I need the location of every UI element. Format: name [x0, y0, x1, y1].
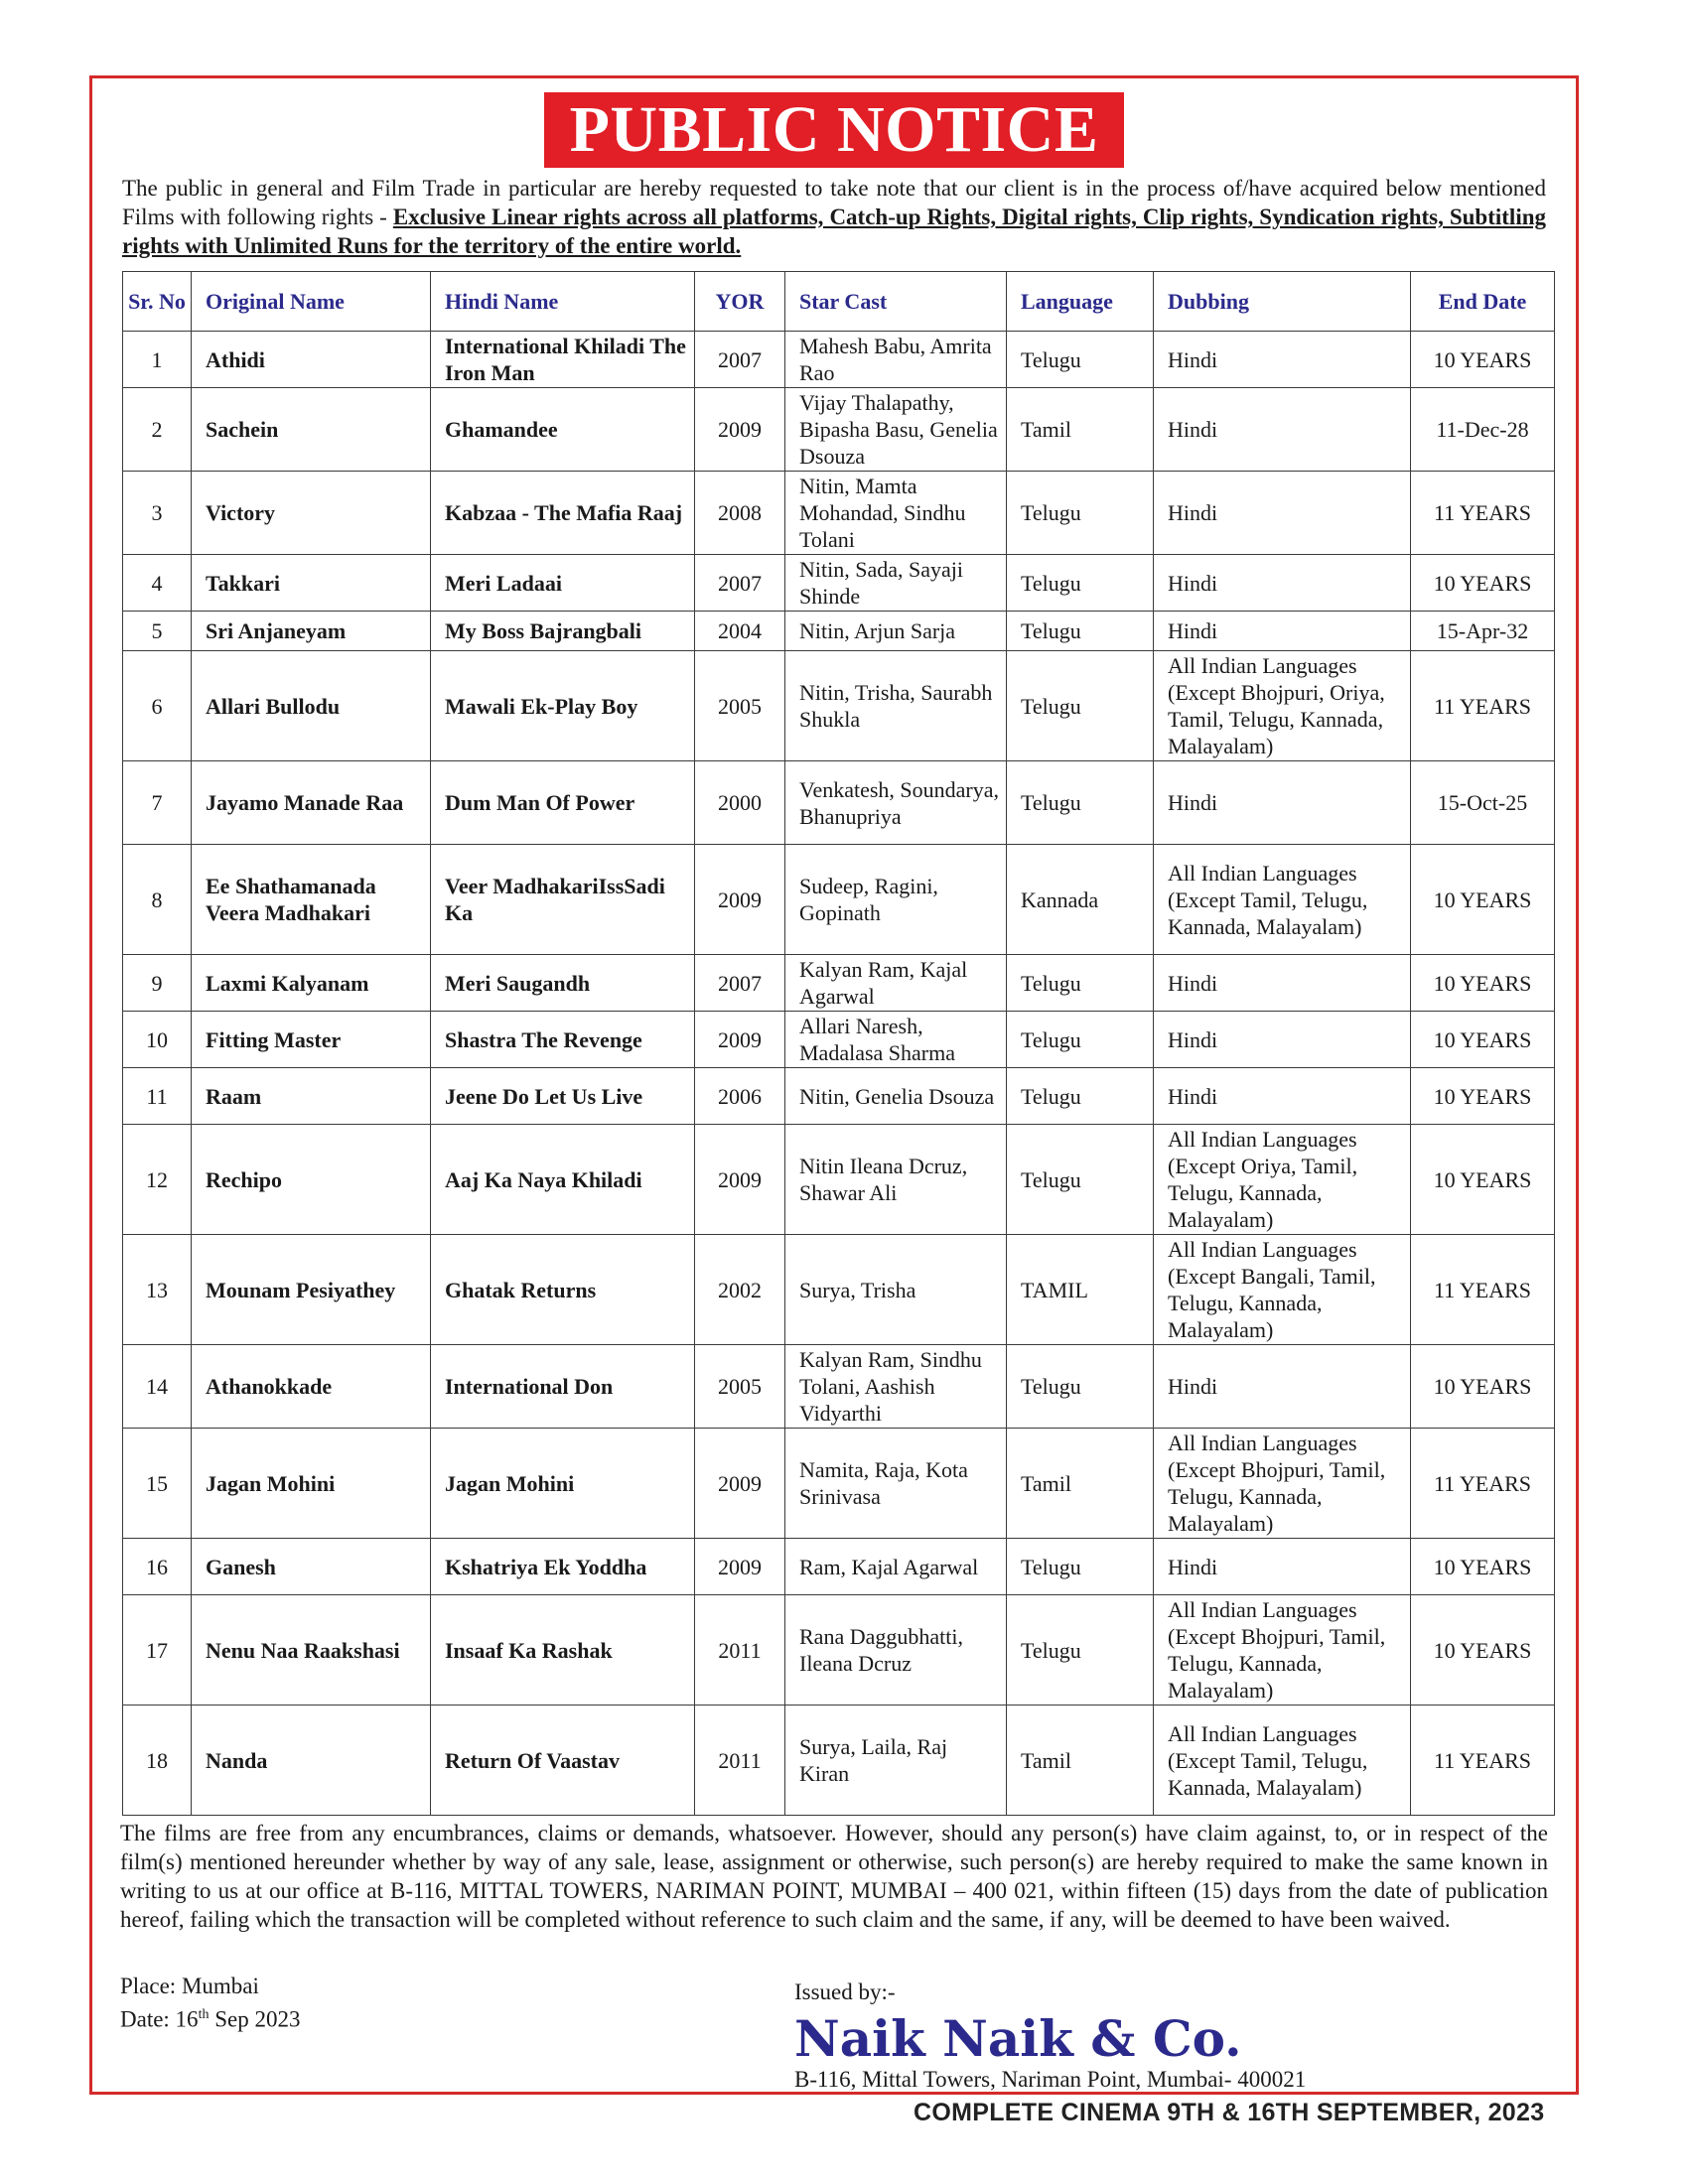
publication-footer: COMPLETE CINEMA 9TH & 16TH SEPTEMBER, 2023: [914, 2099, 1545, 2126]
cell-end-date: 11 YEARS: [1411, 1429, 1555, 1539]
table-row: [123, 955, 1555, 1012]
cell-hindi-name: Kshatriya Ek Yoddha: [431, 1539, 695, 1595]
header-sr-no: Sr. No: [123, 272, 192, 332]
table-row: [123, 1125, 1555, 1235]
cell-language: Telugu: [1007, 1125, 1154, 1235]
cell-star-cast: Vijay Thalapathy, Bipasha Basu, Genelia Dsouza: [785, 388, 1007, 472]
cell-dubbing: Hindi: [1154, 612, 1411, 651]
header-yor: YOR: [695, 272, 785, 332]
cell-original-name: Sri Anjaneyam: [192, 612, 431, 651]
place-text: Place: Mumbai: [120, 1974, 259, 1998]
table-row: [123, 1345, 1555, 1429]
cell-language: Tamil: [1007, 1429, 1154, 1539]
cell-star-cast: Surya, Trisha: [785, 1235, 1007, 1345]
date-text: [120, 2000, 300, 2034]
cell-hindi-name: Meri Ladaai: [431, 555, 695, 612]
cell-star-cast: Venkatesh, Soundarya, Bhanupriya: [785, 761, 1007, 845]
cell-sr: 1: [123, 332, 192, 388]
header-end-date: End Date: [1411, 272, 1555, 332]
cell-end-date: 10 YEARS: [1411, 1012, 1555, 1068]
cell-language: Kannada: [1007, 845, 1154, 955]
notice-frame: [89, 75, 1579, 2095]
cell-sr: 17: [123, 1595, 192, 1706]
cell-original-name: Mounam Pesiyathey: [192, 1235, 431, 1345]
cell-dubbing: Hindi: [1154, 388, 1411, 472]
cell-original-name: Takkari: [192, 555, 431, 612]
cell-original-name: Nenu Naa Raakshasi: [192, 1595, 431, 1706]
table-row: [123, 388, 1555, 472]
cell-language: Telugu: [1007, 1539, 1154, 1595]
notice-title: PUBLIC NOTICE: [544, 92, 1125, 168]
cell-end-date: 10 YEARS: [1411, 1125, 1555, 1235]
cell-star-cast: Nitin, Genelia Dsouza: [785, 1068, 1007, 1125]
cell-hindi-name: Aaj Ka Naya Khiladi: [431, 1125, 695, 1235]
cell-language: Telugu: [1007, 761, 1154, 845]
firm-address: B-116, Mittal Towers, Nariman Point, Mumbai- 400021: [794, 2067, 1307, 2092]
cell-original-name: Laxmi Kalyanam: [192, 955, 431, 1012]
cell-dubbing: All Indian Languages (Except Oriya, Tamil, Telugu, Kannada, Malayalam): [1154, 1125, 1411, 1235]
cell-language: Telugu: [1007, 612, 1154, 651]
cell-sr: 8: [123, 845, 192, 955]
cell-dubbing: Hindi: [1154, 1012, 1411, 1068]
cell-dubbing: All Indian Languages (Except Bhojpuri, Tamil, Telugu, Kannada, Malayalam): [1154, 1429, 1411, 1539]
cell-end-date: 11 YEARS: [1411, 651, 1555, 761]
cell-original-name: Nanda: [192, 1706, 431, 1816]
table-row: [123, 332, 1555, 388]
cell-hindi-name: Insaaf Ka Rashak: [431, 1595, 695, 1706]
cell-star-cast: Rana Daggubhatti, Ileana Dcruz: [785, 1595, 1007, 1706]
cell-hindi-name: My Boss Bajrangbali: [431, 612, 695, 651]
cell-dubbing: Hindi: [1154, 1345, 1411, 1429]
cell-yor: 2005: [695, 1345, 785, 1429]
cell-end-date: 10 YEARS: [1411, 555, 1555, 612]
cell-language: Telugu: [1007, 1012, 1154, 1068]
cell-star-cast: Kalyan Ram, Sindhu Tolani, Aashish Vidyarthi: [785, 1345, 1007, 1429]
header-language: Language: [1007, 272, 1154, 332]
cell-end-date: 11 YEARS: [1411, 472, 1555, 555]
cell-dubbing: Hindi: [1154, 761, 1411, 845]
cell-hindi-name: Meri Saugandh: [431, 955, 695, 1012]
cell-hindi-name: Kabzaa - The Mafia Raaj: [431, 472, 695, 555]
cell-yor: 2009: [695, 845, 785, 955]
cell-end-date: 10 YEARS: [1411, 845, 1555, 955]
cell-end-date: 10 YEARS: [1411, 1539, 1555, 1595]
closing-paragraph: The films are free from any encumbrances, claims or demands, whatsoever. However, should any person(s) have claim against, to, or in respect of the film(s) mentioned hereunder whether by way of any sale, lease, assignment or otherwise, such person(s) are hereby required to make the same known in writing to us at our office at B-116, MITTAL TOWERS, NARIMAN POINT, MUMBAI – 400 021, within fifteen (15) days from the date of publication hereof, failing which the transaction will be completed without reference to such claim and the same, if any, will be deemed to have been waived.: [120, 1821, 1548, 1932]
cell-hindi-name: Ghamandee: [431, 388, 695, 472]
cell-sr: 5: [123, 612, 192, 651]
cell-end-date: 10 YEARS: [1411, 1345, 1555, 1429]
issued-by-label: Issued by:-: [794, 1979, 896, 2004]
cell-end-date: 11 YEARS: [1411, 1706, 1555, 1816]
cell-sr: 13: [123, 1235, 192, 1345]
cell-original-name: Victory: [192, 472, 431, 555]
cell-dubbing: All Indian Languages (Except Bangali, Tamil, Telugu, Kannada, Malayalam): [1154, 1235, 1411, 1345]
cell-original-name: Rechipo: [192, 1125, 431, 1235]
table-row: [123, 651, 1555, 761]
cell-hindi-name: Dum Man Of Power: [431, 761, 695, 845]
cell-hindi-name: Jeene Do Let Us Live: [431, 1068, 695, 1125]
table-row: [123, 1595, 1555, 1706]
cell-end-date: 10 YEARS: [1411, 1068, 1555, 1125]
cell-language: TAMIL: [1007, 1235, 1154, 1345]
cell-hindi-name: International Khiladi The Iron Man: [431, 332, 695, 388]
cell-yor: 2011: [695, 1706, 785, 1816]
cell-dubbing: Hindi: [1154, 472, 1411, 555]
cell-yor: 2009: [695, 1125, 785, 1235]
cell-yor: 2002: [695, 1235, 785, 1345]
cell-original-name: Ee Shathamanada Veera Madhakari: [192, 845, 431, 955]
cell-hindi-name: Veer MadhakariIssSadi Ka: [431, 845, 695, 955]
cell-language: Telugu: [1007, 555, 1154, 612]
cell-language: Telugu: [1007, 1595, 1154, 1706]
cell-end-date: 10 YEARS: [1411, 1595, 1555, 1706]
cell-sr: 4: [123, 555, 192, 612]
cell-yor: 2009: [695, 1429, 785, 1539]
firm-name: Naik Naik & Co.: [794, 2009, 1242, 2068]
cell-language: Telugu: [1007, 472, 1154, 555]
date-rest: Sep 2023: [209, 2006, 301, 2032]
cell-yor: 2007: [695, 332, 785, 388]
header-hindi-name: Hindi Name: [431, 272, 695, 332]
cell-star-cast: Nitin, Sada, Sayaji Shinde: [785, 555, 1007, 612]
cell-dubbing: All Indian Languages (Except Tamil, Telugu, Kannada, Malayalam): [1154, 845, 1411, 955]
date-prefix: Date: 16: [120, 2006, 199, 2032]
cell-yor: 2005: [695, 651, 785, 761]
table-row: [123, 1429, 1555, 1539]
cell-yor: 2009: [695, 1539, 785, 1595]
cell-dubbing: Hindi: [1154, 332, 1411, 388]
cell-dubbing: Hindi: [1154, 1539, 1411, 1595]
cell-end-date: 10 YEARS: [1411, 332, 1555, 388]
cell-sr: 18: [123, 1706, 192, 1816]
table-row: [123, 555, 1555, 612]
table-row: [123, 1068, 1555, 1125]
cell-yor: 2009: [695, 388, 785, 472]
header-original-name: Original Name: [192, 272, 431, 332]
cell-sr: 7: [123, 761, 192, 845]
table-row: [123, 1539, 1555, 1595]
place-date-block: [120, 1972, 300, 2034]
cell-end-date: 15-Apr-32: [1411, 612, 1555, 651]
cell-yor: 2004: [695, 612, 785, 651]
cell-sr: 16: [123, 1539, 192, 1595]
cell-end-date: 10 YEARS: [1411, 955, 1555, 1012]
cell-star-cast: Namita, Raja, Kota Srinivasa: [785, 1429, 1007, 1539]
header-star-cast: Star Cast: [785, 272, 1007, 332]
cell-hindi-name: Ghatak Returns: [431, 1235, 695, 1345]
films-table: [122, 271, 1555, 1816]
cell-star-cast: Ram, Kajal Agarwal: [785, 1539, 1007, 1595]
cell-star-cast: Nitin, Mamta Mohandad, Sindhu Tolani: [785, 472, 1007, 555]
cell-hindi-name: Shastra The Revenge: [431, 1012, 695, 1068]
cell-sr: 9: [123, 955, 192, 1012]
date-suffix-sup: th: [198, 2007, 210, 2022]
cell-hindi-name: Mawali Ek-Play Boy: [431, 651, 695, 761]
intro-text: The public in general and Film Trade in particular are hereby requested to take note that our client is in the process of/have acquired below mentioned Films with following rights -: [122, 176, 1546, 229]
cell-original-name: Raam: [192, 1068, 431, 1125]
cell-original-name: Jayamo Manade Raa: [192, 761, 431, 845]
cell-sr: 15: [123, 1429, 192, 1539]
cell-star-cast: Mahesh Babu, Amrita Rao: [785, 332, 1007, 388]
cell-end-date: 11-Dec-28: [1411, 388, 1555, 472]
cell-star-cast: Sudeep, Ragini, Gopinath: [785, 845, 1007, 955]
cell-star-cast: Surya, Laila, Raj Kiran: [785, 1706, 1007, 1816]
table-row: [123, 761, 1555, 845]
cell-language: Telugu: [1007, 332, 1154, 388]
rights-text: Exclusive Linear rights across all platforms, Catch-up Rights, Digital rights, Clip rights, Syndication rights, Subtitling rights with Unlimited Runs for the territory of the entire world.: [122, 205, 1547, 258]
cell-dubbing: Hindi: [1154, 1068, 1411, 1125]
table-row: [123, 1706, 1555, 1816]
cell-sr: 12: [123, 1125, 192, 1235]
cell-original-name: Jagan Mohini: [192, 1429, 431, 1539]
cell-original-name: Sachein: [192, 388, 431, 472]
title-wrap: [92, 92, 1576, 168]
cell-hindi-name: Jagan Mohini: [431, 1429, 695, 1539]
cell-star-cast: Nitin Ileana Dcruz, Shawar Ali: [785, 1125, 1007, 1235]
table-row: [123, 1012, 1555, 1068]
cell-original-name: Fitting Master: [192, 1012, 431, 1068]
cell-dubbing: All Indian Languages (Except Bhojpuri, Tamil, Telugu, Kannada, Malayalam): [1154, 1595, 1411, 1706]
cell-language: Telugu: [1007, 651, 1154, 761]
cell-sr: 11: [123, 1068, 192, 1125]
header-dubbing: Dubbing: [1154, 272, 1411, 332]
cell-yor: 2007: [695, 555, 785, 612]
cell-dubbing: Hindi: [1154, 555, 1411, 612]
cell-original-name: Athanokkade: [192, 1345, 431, 1429]
table-row: [123, 612, 1555, 651]
cell-star-cast: Kalyan Ram, Kajal Agarwal: [785, 955, 1007, 1012]
table-row: [123, 1235, 1555, 1345]
cell-yor: 2007: [695, 955, 785, 1012]
cell-end-date: 15-Oct-25: [1411, 761, 1555, 845]
cell-language: Tamil: [1007, 388, 1154, 472]
cell-dubbing: All Indian Languages (Except Tamil, Telugu, Kannada, Malayalam): [1154, 1706, 1411, 1816]
cell-sr: 3: [123, 472, 192, 555]
table-row: [123, 845, 1555, 955]
cell-language: Telugu: [1007, 1345, 1154, 1429]
cell-dubbing: All Indian Languages (Except Bhojpuri, Oriya, Tamil, Telugu, Kannada, Malayalam): [1154, 651, 1411, 761]
cell-end-date: 11 YEARS: [1411, 1235, 1555, 1345]
cell-yor: 2000: [695, 761, 785, 845]
cell-yor: 2009: [695, 1012, 785, 1068]
cell-sr: 10: [123, 1012, 192, 1068]
cell-language: Telugu: [1007, 1068, 1154, 1125]
cell-sr: 6: [123, 651, 192, 761]
cell-star-cast: Nitin, Arjun Sarja: [785, 612, 1007, 651]
cell-yor: 2011: [695, 1595, 785, 1706]
cell-sr: 14: [123, 1345, 192, 1429]
cell-original-name: Allari Bullodu: [192, 651, 431, 761]
table-row: [123, 472, 1555, 555]
cell-language: Telugu: [1007, 955, 1154, 1012]
cell-yor: 2008: [695, 472, 785, 555]
cell-hindi-name: Return Of Vaastav: [431, 1706, 695, 1816]
cell-original-name: Ganesh: [192, 1539, 431, 1595]
cell-star-cast: Nitin, Trisha, Saurabh Shukla: [785, 651, 1007, 761]
table-header-row: [123, 272, 1555, 332]
cell-dubbing: Hindi: [1154, 955, 1411, 1012]
cell-yor: 2006: [695, 1068, 785, 1125]
cell-language: Tamil: [1007, 1706, 1154, 1816]
cell-star-cast: Allari Naresh, Madalasa Sharma: [785, 1012, 1007, 1068]
cell-original-name: Athidi: [192, 332, 431, 388]
cell-sr: 2: [123, 388, 192, 472]
cell-hindi-name: International Don: [431, 1345, 695, 1429]
intro-paragraph: [122, 174, 1546, 260]
